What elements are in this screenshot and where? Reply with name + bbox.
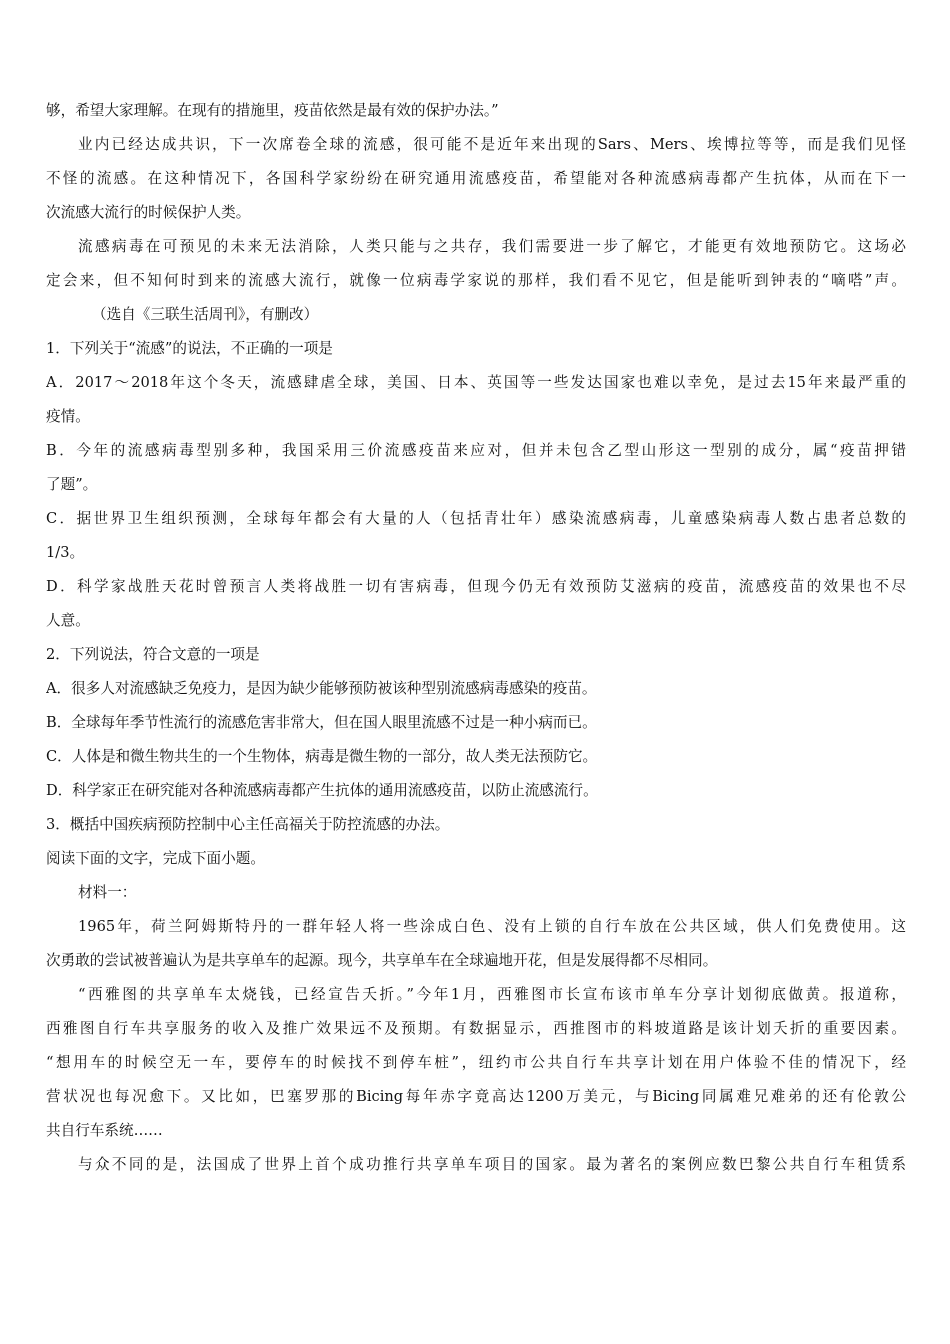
question1-option-a-line1: A．2017～2018年这个冬天，流感肆虐全球，美国、日本、英国等一些发达国家也难以幸免，是过去15年来最严重的: [46, 374, 906, 391]
passage1-paragraph2-line1: 业内已经达成共识，下一次席卷全球的流感，很可能不是近年来出现的Sars、Mers、埃博拉等等，而是我们见怪: [78, 136, 906, 153]
question2-option-c: C．人体是和微生物共生的一个生物体，病毒是微生物的一部分，故人类无法预防它。: [46, 748, 598, 765]
passage2-paragraph2-line4: 营状况也每况愈下。又比如，巴塞罗那的Bicing每年赤字竟高达1200万美元，与Bicing同属难兄难弟的还有伦敦公: [46, 1088, 906, 1105]
question3-stem: 3．概括中国疾病预防控制中心主任高福关于防控流感的办法。: [46, 816, 450, 833]
question2-option-b: B．全球每年季节性流行的流感危害非常大，但在国人眼里流感不过是一种小病而已。: [46, 714, 597, 731]
passage2-paragraph2-line3: “想用车的时候空无一车，要停车的时候找不到停车桩”，纽约市公共自行车共享计划在用户体验不佳的情况下，经: [46, 1054, 906, 1071]
reading-instruction: 阅读下面的文字，完成下面小题。: [46, 850, 265, 867]
question1-stem: 1．下列关于“流感”的说法，不正确的一项是: [46, 340, 333, 357]
question1-option-a-line2: 疫情。: [46, 408, 90, 425]
passage2-paragraph2-line5: 共自行车系统……: [46, 1122, 163, 1139]
passage1-paragraph3-line2: 定会来，但不知何时到来的流感大流行，就像一位病毒学家说的那样，我们看不见它，但是能听到钟表的“嘀嗒”声。: [46, 272, 906, 289]
material-one-label: 材料一：: [78, 884, 137, 901]
passage1-paragraph1-end: 够，希望大家理解。在现有的措施里，疫苗依然是最有效的保护办法。”: [46, 102, 499, 119]
question1-option-d-line1: D．科学家战胜天花时曾预言人类将战胜一切有害病毒，但现今仍无有效预防艾滋病的疫苗，流感疫苗的效果也不尽: [46, 578, 906, 595]
question1-option-b-line2: 了题”。: [46, 476, 98, 493]
question1-option-c-line1: C．据世界卫生组织预测，全球每年都会有大量的人（包括青壮年）感染流感病毒，儿童感染病毒人数占患者总数的: [46, 510, 906, 527]
question1-option-c-line2: 1/3。: [46, 544, 85, 561]
source-citation: （选自《三联生活周刊》，有删改）: [92, 306, 319, 323]
question1-option-d-line2: 人意。: [46, 612, 90, 629]
passage1-paragraph3-line1: 流感病毒在可预见的未来无法消除，人类只能与之共存，我们需要进一步了解它，才能更有效地预防它。这场必: [78, 238, 906, 255]
passage2-paragraph1-line1: 1965年，荷兰阿姆斯特丹的一群年轻人将一些涂成白色、没有上锁的自行车放在公共区域，供人们免费使用。这: [78, 918, 906, 935]
passage1-paragraph2-line3: 次流感大流行的时候保护人类。: [46, 204, 251, 221]
passage2-paragraph2-line2: 西雅图自行车共享服务的收入及推广效果远不及预期。有数据显示，西推图市的料坡道路是该计划夭折的重要因素。: [46, 1020, 906, 1037]
passage2-paragraph3-line1: 与众不同的是，法国成了世界上首个成功推行共享单车项目的国家。最为著名的案例应数巴黎公共自行车租赁系: [78, 1156, 906, 1173]
passage1-paragraph2-line2: 不怪的流感。在这种情况下，各国科学家纷纷在研究通用流感疫苗，希望能对各种流感病毒都产生抗体，从而在下一: [46, 170, 906, 187]
question2-option-d: D．科学家正在研究能对各种流感病毒都产生抗体的通用流感疫苗，以防止流感流行。: [46, 782, 598, 799]
question2-option-a: A．很多人对流感缺乏免疫力，是因为缺少能够预防被该种型别流感病毒感染的疫苗。: [46, 680, 597, 697]
passage2-paragraph2-line1: “西雅图的共享单车太烧钱，已经宣告夭折。”今年1月，西雅图市长宣布该市单车分享计划彻底做黄。报道称，: [78, 986, 906, 1003]
question2-stem: 2．下列说法，符合文意的一项是: [46, 646, 260, 663]
question1-option-b-line1: B．今年的流感病毒型别多种，我国采用三价流感疫苗来应对，但并未包含乙型山形这一型别的成分，属“疫苗押错: [46, 442, 906, 459]
passage2-paragraph1-line2: 次勇敢的尝试被普遍认为是共享单车的起源。现今，共享单车在全球遍地开花，但是发展得都不尽相同。: [46, 952, 718, 969]
